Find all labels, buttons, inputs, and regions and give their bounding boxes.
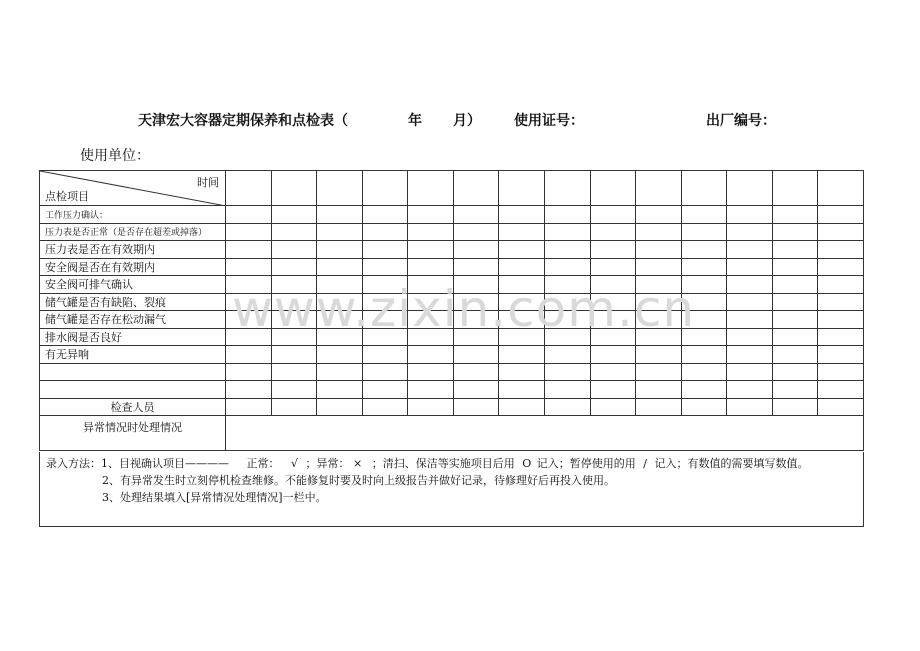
time-header-cell[interactable] bbox=[453, 171, 499, 206]
table-row bbox=[40, 346, 864, 364]
time-header-cell[interactable] bbox=[362, 171, 408, 206]
check-cell[interactable] bbox=[818, 398, 864, 415]
check-cell[interactable] bbox=[636, 241, 682, 259]
check-cell[interactable] bbox=[727, 328, 773, 346]
check-cell[interactable] bbox=[681, 381, 727, 399]
check-cell[interactable] bbox=[408, 258, 454, 276]
check-cell[interactable] bbox=[636, 328, 682, 346]
check-cell[interactable] bbox=[818, 346, 864, 364]
check-cell[interactable] bbox=[271, 311, 317, 329]
table-row bbox=[40, 258, 864, 276]
check-cell[interactable] bbox=[271, 293, 317, 311]
check-cell[interactable] bbox=[499, 311, 545, 329]
check-cell[interactable] bbox=[727, 223, 773, 241]
check-cell[interactable] bbox=[362, 241, 408, 259]
circle-mark: O bbox=[522, 457, 532, 470]
check-cell[interactable] bbox=[499, 293, 545, 311]
check-cell[interactable] bbox=[544, 398, 590, 415]
check-cell[interactable] bbox=[453, 258, 499, 276]
check-cell[interactable] bbox=[271, 241, 317, 259]
check-cell[interactable] bbox=[453, 328, 499, 346]
check-cell[interactable] bbox=[453, 293, 499, 311]
check-cell[interactable] bbox=[681, 223, 727, 241]
check-cell[interactable] bbox=[453, 363, 499, 381]
check-cell[interactable] bbox=[226, 363, 272, 381]
check-cell[interactable] bbox=[544, 346, 590, 364]
inspection-item-label: 安全阀可排气确认 bbox=[40, 276, 226, 294]
check-mark-icon: √ bbox=[291, 457, 299, 470]
check-cell[interactable] bbox=[636, 258, 682, 276]
table-row bbox=[40, 276, 864, 294]
check-cell[interactable] bbox=[727, 346, 773, 364]
check-cell[interactable] bbox=[772, 293, 818, 311]
inspection-item-label: 有无异响 bbox=[40, 346, 226, 364]
factory-number-label: 出厂编号： bbox=[706, 113, 776, 129]
time-label: 时间 bbox=[197, 176, 219, 189]
time-header-cell[interactable] bbox=[226, 171, 272, 206]
check-cell[interactable] bbox=[818, 381, 864, 399]
check-cell[interactable] bbox=[226, 346, 272, 364]
check-cell[interactable] bbox=[772, 206, 818, 224]
check-cell[interactable] bbox=[772, 276, 818, 294]
check-cell[interactable] bbox=[590, 276, 636, 294]
cert-number-label: 使用证号： bbox=[514, 113, 584, 129]
check-cell[interactable] bbox=[226, 223, 272, 241]
check-cell[interactable] bbox=[317, 258, 363, 276]
check-cell[interactable] bbox=[818, 241, 864, 259]
check-cell[interactable] bbox=[818, 206, 864, 224]
check-cell[interactable] bbox=[408, 381, 454, 399]
inspection-item-label: 工作压力确认： bbox=[40, 206, 226, 224]
check-cell[interactable] bbox=[772, 346, 818, 364]
check-cell[interactable] bbox=[408, 276, 454, 294]
table-row bbox=[40, 223, 864, 241]
time-header-cell[interactable] bbox=[818, 171, 864, 206]
check-cell[interactable] bbox=[590, 293, 636, 311]
check-cell[interactable] bbox=[317, 311, 363, 329]
check-cell[interactable] bbox=[362, 311, 408, 329]
watermark-text: www.zixin.com.cn bbox=[232, 280, 696, 338]
notes-line-1: 录入方法：1、目视确认项目———— 正常： √ ；异常： × ；清扫、保洁等实施项目后用 O 记入；暂停使用的用 / 记入；有数值的需要填写数值。 bbox=[46, 457, 809, 470]
check-cell[interactable] bbox=[408, 346, 454, 364]
check-cell[interactable] bbox=[818, 311, 864, 329]
check-cell[interactable] bbox=[317, 223, 363, 241]
check-cell[interactable] bbox=[499, 223, 545, 241]
check-cell[interactable] bbox=[636, 276, 682, 294]
check-cell[interactable] bbox=[271, 276, 317, 294]
check-cell[interactable] bbox=[271, 223, 317, 241]
check-cell[interactable] bbox=[681, 346, 727, 364]
check-cell[interactable] bbox=[226, 398, 272, 415]
inspection-table bbox=[39, 170, 864, 451]
check-cell[interactable] bbox=[544, 311, 590, 329]
check-cell[interactable] bbox=[772, 311, 818, 329]
check-cell[interactable] bbox=[636, 363, 682, 381]
inspection-item-label: 排水阀是否良好 bbox=[40, 328, 226, 346]
check-cell[interactable] bbox=[727, 398, 773, 415]
inspection-item-label: 储气罐是否有缺陷、裂痕 bbox=[40, 293, 226, 311]
check-cell[interactable] bbox=[362, 206, 408, 224]
check-cell[interactable] bbox=[772, 328, 818, 346]
check-cell[interactable] bbox=[226, 276, 272, 294]
check-cell[interactable] bbox=[727, 311, 773, 329]
check-cell[interactable] bbox=[590, 311, 636, 329]
check-cell[interactable] bbox=[362, 381, 408, 399]
check-cell[interactable] bbox=[453, 311, 499, 329]
check-cell[interactable] bbox=[772, 363, 818, 381]
check-cell[interactable] bbox=[590, 346, 636, 364]
check-cell[interactable] bbox=[226, 258, 272, 276]
month-label: 月） bbox=[453, 113, 481, 129]
check-cell[interactable] bbox=[499, 241, 545, 259]
check-cell[interactable] bbox=[317, 363, 363, 381]
check-cell[interactable] bbox=[681, 363, 727, 381]
check-cell[interactable] bbox=[362, 276, 408, 294]
table-row bbox=[40, 293, 864, 311]
check-cell[interactable] bbox=[818, 328, 864, 346]
check-cell[interactable] bbox=[499, 381, 545, 399]
inspection-item-label: 压力表是否在有效期内 bbox=[40, 241, 226, 259]
time-header-cell[interactable] bbox=[590, 171, 636, 206]
time-header-cell[interactable] bbox=[544, 171, 590, 206]
check-cell[interactable] bbox=[453, 241, 499, 259]
check-cell[interactable] bbox=[590, 258, 636, 276]
check-cell[interactable] bbox=[772, 223, 818, 241]
check-cell[interactable] bbox=[727, 381, 773, 399]
abnormal-handling-label: 异常情况时处理情况 bbox=[40, 415, 226, 450]
check-cell[interactable] bbox=[271, 346, 317, 364]
check-cell[interactable] bbox=[544, 276, 590, 294]
table-row bbox=[40, 241, 864, 259]
check-cell[interactable] bbox=[408, 328, 454, 346]
notes-line-2: 2、有异常发生时立刻停机检查维修。不能修复时要及时向上级报告并做好记录，待修理好后再投入使用。 bbox=[102, 474, 615, 487]
table-row bbox=[40, 381, 864, 399]
check-cell[interactable] bbox=[727, 276, 773, 294]
slash-mark: / bbox=[643, 457, 647, 470]
check-cell[interactable] bbox=[317, 276, 363, 294]
check-cell[interactable] bbox=[818, 258, 864, 276]
check-cell[interactable] bbox=[772, 398, 818, 415]
check-cell[interactable] bbox=[818, 293, 864, 311]
check-cell[interactable] bbox=[681, 276, 727, 294]
check-cell[interactable] bbox=[727, 206, 773, 224]
check-cell[interactable] bbox=[681, 206, 727, 224]
check-cell[interactable] bbox=[499, 206, 545, 224]
check-cell[interactable] bbox=[772, 381, 818, 399]
check-cell[interactable] bbox=[408, 293, 454, 311]
item-label: 点检项目 bbox=[45, 190, 89, 203]
check-cell[interactable] bbox=[408, 311, 454, 329]
check-cell[interactable] bbox=[681, 311, 727, 329]
inspection-item-label: 储气罐是否存在松动漏气 bbox=[40, 311, 226, 329]
check-cell[interactable] bbox=[681, 328, 727, 346]
diagonal-header-cell bbox=[40, 171, 226, 206]
check-cell[interactable] bbox=[544, 293, 590, 311]
check-cell[interactable] bbox=[408, 206, 454, 224]
check-cell[interactable] bbox=[362, 398, 408, 415]
check-cell[interactable] bbox=[636, 346, 682, 364]
check-cell[interactable] bbox=[226, 311, 272, 329]
check-cell[interactable] bbox=[636, 311, 682, 329]
check-cell[interactable] bbox=[362, 258, 408, 276]
time-header-cell[interactable] bbox=[317, 171, 363, 206]
notes-line-3: 3、处理结果填入[异常情况处理情况]一栏中。 bbox=[102, 491, 327, 504]
check-cell[interactable] bbox=[590, 398, 636, 415]
check-cell[interactable] bbox=[226, 206, 272, 224]
check-cell[interactable] bbox=[590, 241, 636, 259]
check-cell[interactable] bbox=[727, 293, 773, 311]
notes-box bbox=[39, 452, 864, 527]
check-cell[interactable] bbox=[818, 276, 864, 294]
check-cell[interactable] bbox=[544, 381, 590, 399]
user-unit-label: 使用单位： bbox=[80, 148, 150, 164]
check-cell[interactable] bbox=[408, 223, 454, 241]
table-row bbox=[40, 311, 864, 329]
check-cell[interactable] bbox=[636, 398, 682, 415]
check-cell[interactable] bbox=[590, 206, 636, 224]
check-cell[interactable] bbox=[499, 276, 545, 294]
check-cell[interactable] bbox=[727, 363, 773, 381]
check-cell[interactable] bbox=[544, 206, 590, 224]
table-row bbox=[40, 363, 864, 381]
inspection-item-label bbox=[40, 363, 226, 381]
time-header-cell[interactable] bbox=[499, 171, 545, 206]
check-cell[interactable] bbox=[727, 241, 773, 259]
check-cell[interactable] bbox=[727, 258, 773, 276]
check-cell[interactable] bbox=[317, 398, 363, 415]
check-cell[interactable] bbox=[499, 328, 545, 346]
check-cell[interactable] bbox=[408, 363, 454, 381]
check-cell[interactable] bbox=[317, 241, 363, 259]
check-cell[interactable] bbox=[818, 223, 864, 241]
check-cell[interactable] bbox=[544, 258, 590, 276]
table-row bbox=[40, 415, 864, 450]
check-cell[interactable] bbox=[453, 398, 499, 415]
check-cell[interactable] bbox=[226, 328, 272, 346]
check-cell[interactable] bbox=[317, 328, 363, 346]
cross-mark-icon: × bbox=[353, 457, 363, 470]
check-cell[interactable] bbox=[226, 293, 272, 311]
check-cell[interactable] bbox=[544, 328, 590, 346]
check-cell[interactable] bbox=[271, 206, 317, 224]
check-cell[interactable] bbox=[590, 223, 636, 241]
time-header-cell[interactable] bbox=[772, 171, 818, 206]
check-cell[interactable] bbox=[499, 398, 545, 415]
check-cell[interactable] bbox=[544, 223, 590, 241]
time-header-cell[interactable] bbox=[271, 171, 317, 206]
check-cell[interactable] bbox=[271, 258, 317, 276]
check-cell[interactable] bbox=[408, 241, 454, 259]
check-cell[interactable] bbox=[453, 381, 499, 399]
check-cell[interactable] bbox=[271, 328, 317, 346]
check-cell[interactable] bbox=[544, 241, 590, 259]
check-cell[interactable] bbox=[453, 276, 499, 294]
inspection-item-label: 安全阀是否在有效期内 bbox=[40, 258, 226, 276]
time-header-cell[interactable] bbox=[727, 171, 773, 206]
check-cell[interactable] bbox=[453, 223, 499, 241]
check-cell[interactable] bbox=[317, 206, 363, 224]
check-cell[interactable] bbox=[453, 346, 499, 364]
check-cell[interactable] bbox=[590, 363, 636, 381]
header-row bbox=[40, 171, 864, 206]
check-cell[interactable] bbox=[271, 363, 317, 381]
inspector-label: 检查人员 bbox=[40, 398, 226, 415]
check-cell[interactable] bbox=[681, 258, 727, 276]
check-cell[interactable] bbox=[681, 293, 727, 311]
check-cell[interactable] bbox=[772, 241, 818, 259]
time-header-cell[interactable] bbox=[408, 171, 454, 206]
table-row bbox=[40, 206, 864, 224]
time-header-cell[interactable] bbox=[681, 171, 727, 206]
check-cell[interactable] bbox=[271, 381, 317, 399]
check-cell[interactable] bbox=[226, 241, 272, 259]
check-cell[interactable] bbox=[362, 223, 408, 241]
check-cell[interactable] bbox=[636, 293, 682, 311]
table-row bbox=[40, 398, 864, 415]
check-cell[interactable] bbox=[636, 223, 682, 241]
check-cell[interactable] bbox=[362, 346, 408, 364]
check-cell[interactable] bbox=[317, 293, 363, 311]
check-cell[interactable] bbox=[408, 398, 454, 415]
check-cell[interactable] bbox=[499, 363, 545, 381]
check-cell[interactable] bbox=[362, 363, 408, 381]
check-cell[interactable] bbox=[362, 293, 408, 311]
check-cell[interactable] bbox=[681, 241, 727, 259]
check-cell[interactable] bbox=[226, 381, 272, 399]
abnormal-handling-input[interactable] bbox=[226, 415, 864, 450]
check-cell[interactable] bbox=[317, 381, 363, 399]
check-cell[interactable] bbox=[636, 206, 682, 224]
form-title: 天津宏大容器定期保养和点检表（ bbox=[138, 113, 348, 129]
check-cell[interactable] bbox=[636, 381, 682, 399]
table-row bbox=[40, 328, 864, 346]
form-header bbox=[0, 110, 920, 130]
inspection-item-label bbox=[40, 381, 226, 399]
check-cell[interactable] bbox=[453, 206, 499, 224]
check-cell[interactable] bbox=[499, 346, 545, 364]
check-cell[interactable] bbox=[590, 328, 636, 346]
check-cell[interactable] bbox=[681, 398, 727, 415]
check-cell[interactable] bbox=[818, 363, 864, 381]
time-header-cell[interactable] bbox=[636, 171, 682, 206]
inspection-item-label: 压力表是否正常（是否存在超差或掉落） bbox=[40, 223, 226, 241]
check-cell[interactable] bbox=[499, 258, 545, 276]
check-cell[interactable] bbox=[772, 258, 818, 276]
check-cell[interactable] bbox=[590, 381, 636, 399]
check-cell[interactable] bbox=[544, 363, 590, 381]
check-cell[interactable] bbox=[362, 328, 408, 346]
check-cell[interactable] bbox=[317, 346, 363, 364]
year-label: 年 bbox=[408, 113, 422, 129]
check-cell[interactable] bbox=[271, 398, 317, 415]
